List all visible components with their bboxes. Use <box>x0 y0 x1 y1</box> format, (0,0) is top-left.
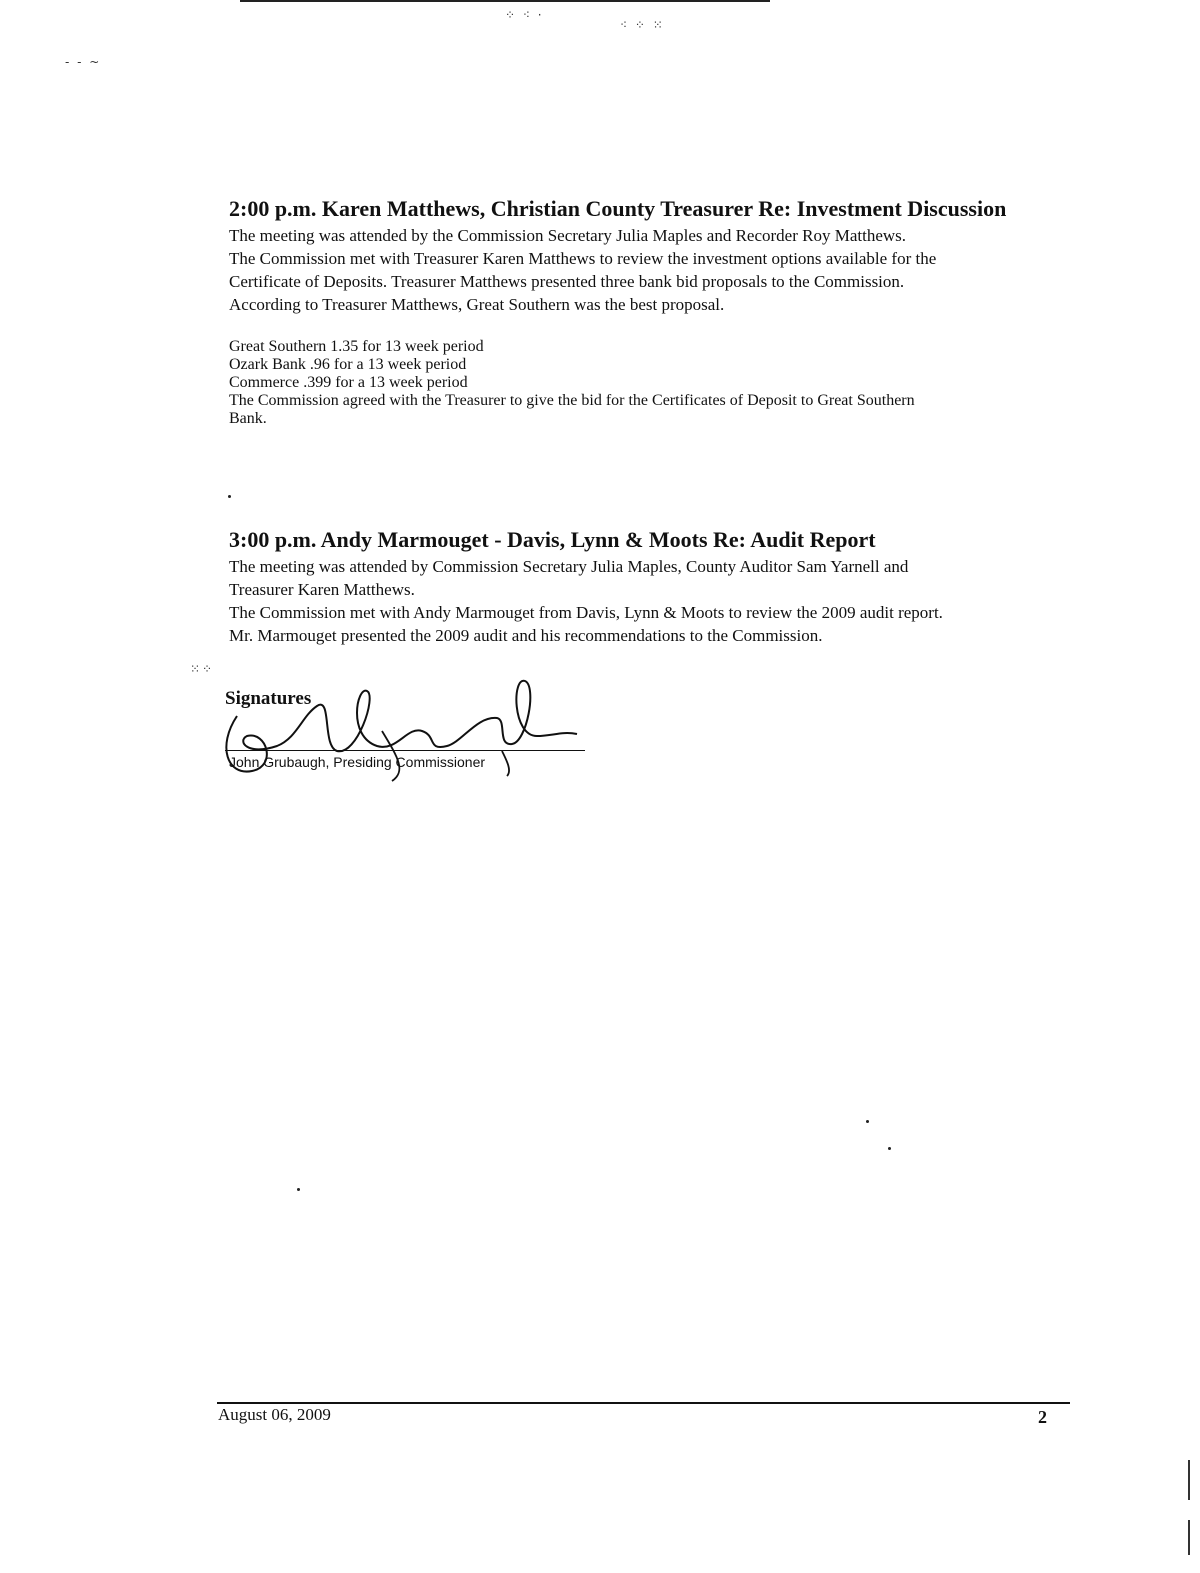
section-heading: 3:00 p.m. Andy Marmouget - Davis, Lynn & Moots Re: Audit Report <box>229 527 876 552</box>
scan-speckle: ⁖ ⁘ ⁙ <box>620 18 665 32</box>
paragraph-line: The meeting was attended by Commission Secretary Julia Maples, County Auditor Sam Yarnell and <box>229 557 909 576</box>
scan-speckle: ⁘ ⁖ · <box>505 8 544 22</box>
section-audit-report <box>229 527 1089 647</box>
scan-dot <box>888 1147 891 1150</box>
rate-line: Great Southern 1.35 for 13 week period <box>229 338 484 355</box>
paragraph-line: The Commission met with Andy Marmouget from Davis, Lynn & Moots to review the 2009 audit report. <box>229 603 943 622</box>
scan-dot <box>228 495 231 498</box>
signer-name: John Grubaugh, Presiding Commissioner <box>229 754 486 770</box>
footer-rule <box>217 1402 1070 1404</box>
paragraph-line: The meeting was attended by the Commission Secretary Julia Maples and Recorder Roy Matthews. <box>229 226 907 245</box>
footer-date: August 06, 2009 <box>218 1405 331 1424</box>
scan-dot <box>297 1188 300 1191</box>
rate-line: Commerce .399 for a 13 week period <box>229 374 468 391</box>
paragraph-line: The Commission met with Treasurer Karen Matthews to review the investment options available for the <box>229 249 937 268</box>
paragraph-line: Mr. Marmouget presented the 2009 audit and his recommendations to the Commission. <box>229 626 823 645</box>
paragraph-line: Certificate of Deposits. Treasurer Matthews presented three bank bid proposals to the Commission. <box>229 272 905 291</box>
scan-speckle: - ‐ ~ <box>65 55 102 69</box>
signatures-heading: Signatures <box>225 688 312 709</box>
scan-speckle: ⁙⁘ <box>190 662 215 676</box>
handwritten-signature <box>207 676 607 796</box>
rate-line: Ozark Bank .96 for a 13 week period <box>229 356 467 373</box>
decision-line: Bank. <box>229 410 267 427</box>
paragraph-line: According to Treasurer Matthews, Great Southern was the best proposal. <box>229 295 725 314</box>
scan-edge-mark <box>1188 1520 1190 1555</box>
paragraph-line: Treasurer Karen Matthews. <box>229 580 415 599</box>
signature-block <box>225 688 605 798</box>
top-rule <box>240 0 770 2</box>
section-heading: 2:00 p.m. Karen Matthews, Christian County Treasurer Re: Investment Discussion <box>229 196 1007 221</box>
scan-edge-mark <box>1188 1460 1190 1500</box>
section-investment-discussion <box>229 196 1089 428</box>
scan-dot <box>866 1120 869 1123</box>
signature-line <box>225 750 585 751</box>
decision-line: The Commission agreed with the Treasurer to give the bid for the Certificates of Deposit to Great Southern <box>229 392 915 409</box>
page-number: 2 <box>1038 1407 1047 1427</box>
